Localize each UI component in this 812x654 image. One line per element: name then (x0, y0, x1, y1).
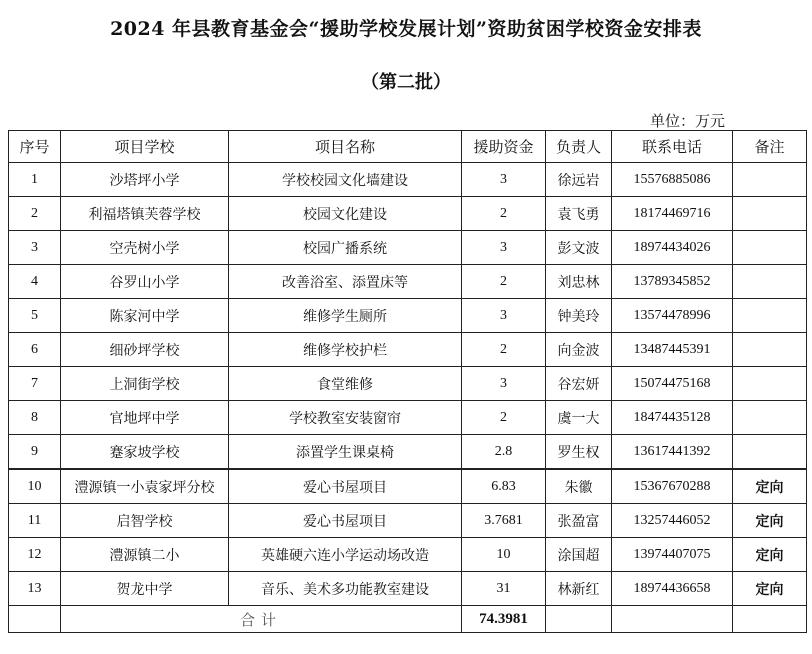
cell-person: 虞一大 (546, 401, 612, 435)
cell-project: 改善浴室、添置床等 (229, 265, 462, 299)
cell-phone: 18974434026 (612, 231, 733, 265)
cell-no: 10 (9, 469, 61, 504)
cell-no: 8 (9, 401, 61, 435)
document-title: 2024 年县教育基金会“援助学校发展计划”资助贫困学校资金安排表 (110, 18, 702, 40)
table-row (9, 163, 807, 197)
cell-phone: 18974436658 (612, 572, 733, 606)
col-header-project: 项目名称 (229, 131, 462, 163)
table-row (9, 299, 807, 333)
cell-school: 蹇家坡学校 (61, 435, 229, 470)
cell-no: 4 (9, 265, 61, 299)
cell-note (733, 231, 807, 265)
cell-project: 学校教室安装窗帘 (229, 401, 462, 435)
cell-school: 启智学校 (61, 504, 229, 538)
cell-person: 林新红 (546, 572, 612, 606)
cell-fund: 2 (462, 197, 546, 231)
cell-person: 彭文波 (546, 231, 612, 265)
cell-phone: 13789345852 (612, 265, 733, 299)
table-row (9, 572, 807, 606)
cell-no: 5 (9, 299, 61, 333)
cell-project: 添置学生课桌椅 (229, 435, 462, 470)
table-row (9, 333, 807, 367)
cell-fund: 10 (462, 538, 546, 572)
cell-school: 澧源镇二小 (61, 538, 229, 572)
cell-person: 向金波 (546, 333, 612, 367)
cell-project: 维修学生厕所 (229, 299, 462, 333)
cell-person: 谷宏妍 (546, 367, 612, 401)
cell-no: 7 (9, 367, 61, 401)
cell-project: 校园广播系统 (229, 231, 462, 265)
cell-fund: 31 (462, 572, 546, 606)
cell-no: 11 (9, 504, 61, 538)
cell-school: 谷罗山小学 (61, 265, 229, 299)
cell-person: 袁飞勇 (546, 197, 612, 231)
cell-empty (9, 606, 61, 633)
cell-no: 13 (9, 572, 61, 606)
col-header-person: 负责人 (546, 131, 612, 163)
cell-person: 朱徽 (546, 469, 612, 504)
cell-project: 学校校园文化墙建设 (229, 163, 462, 197)
col-header-phone: 联系电话 (612, 131, 733, 163)
cell-no: 1 (9, 163, 61, 197)
cell-phone: 15576885086 (612, 163, 733, 197)
col-header-note: 备注 (733, 131, 807, 163)
table-row (9, 504, 807, 538)
cell-project: 爱心书屋项目 (229, 469, 462, 504)
cell-person: 钟美玲 (546, 299, 612, 333)
col-header-fund: 援助资金 (462, 131, 546, 163)
cell-empty (546, 606, 612, 633)
cell-project: 维修学校护栏 (229, 333, 462, 367)
cell-empty (612, 606, 733, 633)
cell-no: 12 (9, 538, 61, 572)
cell-note: 定向 (733, 538, 807, 572)
cell-person: 罗生权 (546, 435, 612, 470)
cell-fund: 3.7681 (462, 504, 546, 538)
cell-school: 上洞街学校 (61, 367, 229, 401)
table-body (9, 163, 807, 633)
cell-fund: 2.8 (462, 435, 546, 470)
cell-note (733, 435, 807, 470)
cell-school: 官地坪中学 (61, 401, 229, 435)
cell-note (733, 333, 807, 367)
cell-school: 陈家河中学 (61, 299, 229, 333)
col-header-school: 项目学校 (61, 131, 229, 163)
cell-phone: 13974407075 (612, 538, 733, 572)
unit-label: 单位：万元 (650, 112, 726, 130)
cell-phone: 15074475168 (612, 367, 733, 401)
cell-fund: 3 (462, 231, 546, 265)
cell-school: 空壳树小学 (61, 231, 229, 265)
table-row (9, 231, 807, 265)
cell-fund: 3 (462, 299, 546, 333)
table-row (9, 401, 807, 435)
cell-phone: 13574478996 (612, 299, 733, 333)
cell-no: 6 (9, 333, 61, 367)
cell-phone: 15367670288 (612, 469, 733, 504)
cell-note (733, 265, 807, 299)
cell-person: 涂国超 (546, 538, 612, 572)
table-row (9, 538, 807, 572)
cell-note (733, 197, 807, 231)
col-header-no: 序号 (9, 131, 61, 163)
cell-empty (733, 606, 807, 633)
cell-fund: 6.83 (462, 469, 546, 504)
cell-phone: 13487445391 (612, 333, 733, 367)
cell-school: 细砂坪学校 (61, 333, 229, 367)
cell-project: 英雄硬六连小学运动场改造 (229, 538, 462, 572)
cell-note: 定向 (733, 572, 807, 606)
cell-phone: 13617441392 (612, 435, 733, 470)
header-row (9, 131, 807, 163)
cell-fund: 3 (462, 163, 546, 197)
cell-person: 张盈富 (546, 504, 612, 538)
funding-table (8, 130, 807, 633)
cell-school: 利福塔镇芙蓉学校 (61, 197, 229, 231)
cell-person: 刘忠林 (546, 265, 612, 299)
cell-project: 校园文化建设 (229, 197, 462, 231)
total-value: 74.3981 (462, 606, 546, 633)
cell-phone: 18174469716 (612, 197, 733, 231)
cell-person: 徐远岩 (546, 163, 612, 197)
total-label: 合计 (61, 606, 462, 633)
cell-no: 3 (9, 231, 61, 265)
cell-school: 沙塔坪小学 (61, 163, 229, 197)
cell-fund: 2 (462, 265, 546, 299)
cell-note: 定向 (733, 469, 807, 504)
cell-phone: 13257446052 (612, 504, 733, 538)
document-subtitle: （第二批） (361, 72, 451, 93)
cell-project: 食堂维修 (229, 367, 462, 401)
cell-note (733, 299, 807, 333)
cell-school: 贺龙中学 (61, 572, 229, 606)
cell-fund: 2 (462, 401, 546, 435)
table-row (9, 435, 807, 470)
cell-no: 9 (9, 435, 61, 470)
total-row (9, 606, 807, 633)
cell-note (733, 367, 807, 401)
cell-project: 音乐、美术多功能教室建设 (229, 572, 462, 606)
cell-note (733, 163, 807, 197)
cell-project: 爱心书屋项目 (229, 504, 462, 538)
cell-phone: 18474435128 (612, 401, 733, 435)
cell-fund: 3 (462, 367, 546, 401)
cell-fund: 2 (462, 333, 546, 367)
cell-no: 2 (9, 197, 61, 231)
table-row (9, 197, 807, 231)
cell-note (733, 401, 807, 435)
table-row (9, 265, 807, 299)
table-row (9, 367, 807, 401)
cell-note: 定向 (733, 504, 807, 538)
cell-school: 澧源镇一小袁家坪分校 (61, 469, 229, 504)
table-row (9, 469, 807, 504)
